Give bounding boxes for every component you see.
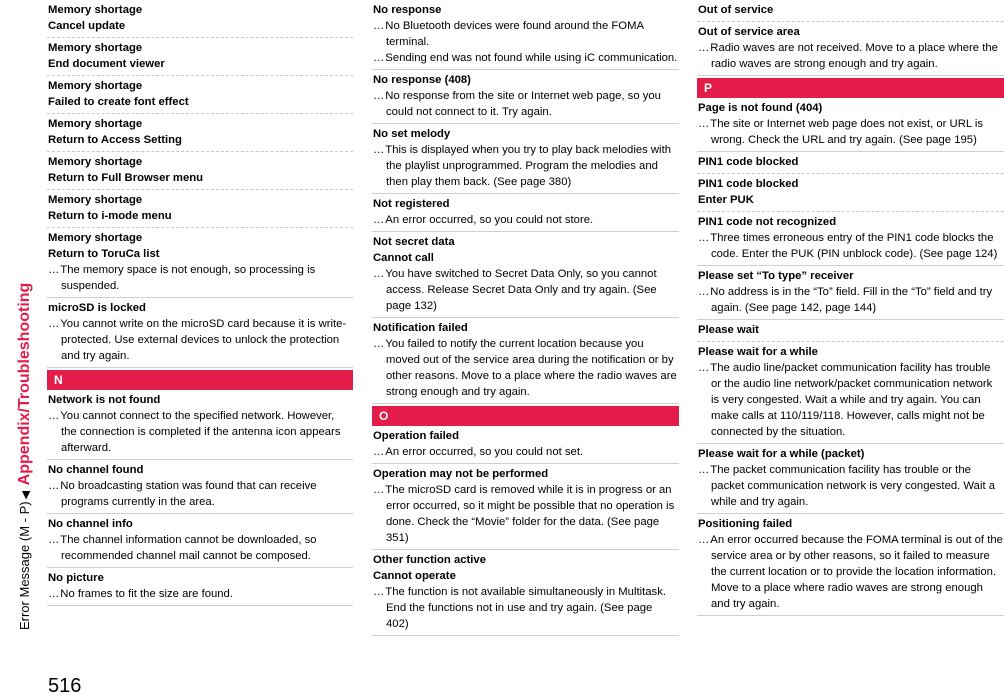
ellipsis-leader: …	[698, 42, 709, 54]
error-description	[698, 40, 1003, 72]
error-entry	[697, 152, 1004, 174]
description-text: No response from the site or Internet web page, so you could not connect to it. Try again.	[385, 90, 661, 118]
error-title: Memory shortage	[48, 42, 143, 54]
ellipsis-leader: …	[373, 338, 384, 350]
error-title: PIN1 code not recognized	[698, 216, 837, 228]
error-entry	[697, 266, 1004, 320]
ellipsis-leader: …	[373, 20, 384, 32]
error-title: Return to Access Setting	[48, 134, 182, 146]
error-title: Memory shortage	[48, 232, 143, 244]
error-title: Not secret data	[373, 236, 455, 248]
description-text: You failed to notify the current location because you moved out of the service area during the notification or by other reasons. Move to a place where the radio waves are strong enough and try again.	[385, 338, 677, 398]
error-entry	[697, 342, 1004, 444]
description-text: Three times erroneous entry of the PIN1 code blocks the code. Enter the PUK (PIN unblock code). (See page 124)	[710, 232, 998, 260]
description-text: No broadcasting station was found that can receive programs currently in the area.	[60, 480, 317, 508]
error-title: Other function active	[373, 554, 486, 566]
error-entry	[372, 194, 679, 232]
error-description	[373, 50, 678, 66]
error-description	[698, 230, 1003, 262]
triangle-left-icon: ◀	[20, 490, 32, 500]
error-entry	[47, 460, 353, 514]
section-header: N	[47, 370, 353, 390]
error-title: Return to ToruCa list	[48, 248, 160, 260]
error-entry	[372, 124, 679, 194]
error-entry	[47, 0, 353, 38]
error-title: No set melody	[373, 128, 451, 140]
error-title: Operation failed	[373, 430, 459, 442]
error-entry	[697, 22, 1004, 76]
ellipsis-leader: …	[373, 52, 384, 64]
error-title: No channel info	[48, 518, 133, 530]
page-number: 516	[48, 675, 82, 697]
error-title: No picture	[48, 572, 104, 584]
error-title: Memory shortage	[48, 194, 143, 206]
error-entry	[372, 0, 679, 70]
ellipsis-leader: …	[698, 232, 709, 244]
description-text: The function is not available simultaneously in Multitask. End the functions not in use and try again. (See page 402)	[385, 586, 666, 630]
ellipsis-leader: …	[48, 318, 59, 330]
description-text: An error occurred, so you could not store.	[385, 214, 594, 226]
error-entry	[47, 114, 353, 152]
error-description	[48, 532, 352, 564]
side-vertical-label	[18, 283, 33, 630]
error-title: Out of service	[698, 4, 774, 16]
error-entry	[697, 174, 1004, 212]
error-title: Memory shortage	[48, 118, 143, 130]
ellipsis-leader: …	[373, 586, 384, 598]
error-title: Enter PUK	[698, 194, 754, 206]
ellipsis-leader: …	[373, 484, 384, 496]
error-entry	[372, 318, 679, 404]
error-entry	[697, 98, 1004, 152]
error-description	[373, 88, 678, 120]
ellipsis-leader: …	[48, 410, 59, 422]
error-description	[698, 116, 1003, 148]
error-description	[698, 462, 1003, 510]
error-description	[373, 212, 678, 228]
error-title: Return to Full Browser menu	[48, 172, 204, 184]
error-title: Cancel update	[48, 20, 126, 32]
ellipsis-leader: …	[373, 144, 384, 156]
error-description	[373, 266, 678, 314]
description-text: This is displayed when you try to play back melodies with the playlist unprogrammed. Program the melodies and then play them back. (See page 380)	[385, 144, 671, 188]
error-title: Memory shortage	[48, 156, 143, 168]
error-title: PIN1 code blocked	[698, 178, 799, 190]
ellipsis-leader: …	[698, 362, 709, 374]
error-entry	[372, 232, 679, 318]
section-header: O	[372, 406, 679, 426]
description-text: The packet communication facility has trouble or the packet communication network is very congested. Wait a while and try again.	[710, 464, 996, 508]
column-3	[697, 0, 1004, 616]
error-title: Return to i-mode menu	[48, 210, 172, 222]
error-description	[48, 262, 352, 294]
error-entry	[47, 38, 353, 76]
error-description	[48, 586, 352, 602]
error-description	[48, 408, 352, 456]
error-entry	[697, 444, 1004, 514]
error-entry	[47, 228, 353, 298]
error-description	[48, 478, 352, 510]
description-text: The audio line/packet communication facility has trouble or the audio line network/packet communication network is very congested. Wait a while and try again. You can make calls at 110/119/118. However, calls might not be connected by the situation.	[710, 362, 993, 438]
error-title: Out of service area	[698, 26, 800, 38]
error-description	[698, 360, 1003, 440]
description-text: The memory space is not enough, so processing is suspended.	[60, 264, 316, 292]
description-text: You have switched to Secret Data Only, so you cannot access. Release Secret Data Only and try again. (See page 132)	[385, 268, 657, 312]
error-title: Notification failed	[373, 322, 468, 334]
error-title: Memory shortage	[48, 80, 143, 92]
error-description	[373, 18, 678, 50]
section-header: P	[697, 78, 1004, 98]
error-description	[373, 336, 678, 400]
error-title: Positioning failed	[698, 518, 793, 530]
column-1	[47, 0, 353, 606]
error-description	[698, 532, 1003, 612]
error-entry	[47, 390, 353, 460]
ellipsis-leader: …	[373, 446, 384, 458]
description-text: You cannot connect to the specified network. However, the connection is completed if the antenna icon appears afterward.	[60, 410, 341, 454]
error-title: Please set “To type” receiver	[698, 270, 854, 282]
error-title: Cannot operate	[373, 570, 456, 582]
description-text: No Bluetooth devices were found around the FOMA terminal.	[385, 20, 644, 48]
error-entry	[47, 190, 353, 228]
error-entry	[47, 152, 353, 190]
error-entry	[697, 212, 1004, 266]
ellipsis-leader: …	[48, 264, 59, 276]
ellipsis-leader: …	[373, 214, 384, 226]
error-description	[48, 316, 352, 364]
error-title: Please wait for a while (packet)	[698, 448, 865, 460]
ellipsis-leader: …	[698, 118, 709, 130]
description-text: An error occurred, so you could not set.	[385, 446, 584, 458]
column-2	[372, 0, 679, 636]
description-text: Sending end was not found while using iC communication.	[385, 52, 678, 64]
error-entry	[47, 514, 353, 568]
ellipsis-leader: …	[48, 534, 59, 546]
error-entry	[372, 464, 679, 550]
error-entry	[372, 70, 679, 124]
error-description	[373, 482, 678, 546]
error-entry	[697, 320, 1004, 342]
chapter-label: Appendix/Troubleshooting	[16, 282, 33, 486]
description-text: The channel information cannot be downloaded, so recommended channel mail cannot be composed.	[60, 534, 317, 562]
error-title: Cannot call	[373, 252, 434, 264]
section-label: Error Message (M - P)	[17, 501, 32, 630]
ellipsis-leader: …	[698, 534, 709, 546]
error-title: No response (408)	[373, 74, 471, 86]
error-title: No response	[373, 4, 442, 16]
ellipsis-leader: …	[373, 268, 384, 280]
description-text: Radio waves are not received. Move to a place where the radio waves are strong enough and try again.	[710, 42, 998, 70]
error-entry	[697, 514, 1004, 616]
error-title: Network is not found	[48, 394, 161, 406]
error-entry	[697, 0, 1004, 22]
error-entry	[372, 550, 679, 636]
error-title: Memory shortage	[48, 4, 143, 16]
ellipsis-leader: …	[698, 286, 709, 298]
ellipsis-leader: …	[373, 90, 384, 102]
error-title: Operation may not be performed	[373, 468, 549, 480]
error-entry	[47, 298, 353, 368]
error-title: Please wait	[698, 324, 759, 336]
error-description	[373, 142, 678, 190]
error-entry	[47, 76, 353, 114]
error-title: Please wait for a while	[698, 346, 818, 358]
description-text: No frames to fit the size are found.	[60, 588, 233, 600]
error-title: PIN1 code blocked	[698, 156, 799, 168]
error-title: Page is not found (404)	[698, 102, 823, 114]
description-text: No address is in the “To” field. Fill in the “To” field and try again. (See page 142, page 144)	[710, 286, 993, 314]
description-text: The microSD card is removed while it is in progress or an error occurred, so it might be possible that no operation is done. Check the “Movie” folder for the data. (See page 351)	[385, 484, 675, 544]
ellipsis-leader: …	[698, 464, 709, 476]
ellipsis-leader: …	[48, 588, 59, 600]
ellipsis-leader: …	[48, 480, 59, 492]
error-title: End document viewer	[48, 58, 165, 70]
description-text: An error occurred because the FOMA terminal is out of the service area or by other reasons, so it failed to measure the current location or to provide the location information. Move to a place where radio waves are strong enough and try again.	[710, 534, 1003, 610]
error-description	[698, 284, 1003, 316]
error-entry	[372, 426, 679, 464]
side-index-tab	[0, 0, 31, 660]
error-title: Failed to create font effect	[48, 96, 189, 108]
error-title: microSD is locked	[48, 302, 146, 314]
error-description	[373, 444, 678, 460]
error-title: Not registered	[373, 198, 450, 210]
description-text: The site or Internet web page does not exist, or URL is wrong. Check the URL and try again. (See page 195)	[710, 118, 984, 146]
error-title: No channel found	[48, 464, 144, 476]
error-description	[373, 584, 678, 632]
error-entry	[47, 568, 353, 606]
description-text: You cannot write on the microSD card because it is write-protected. Use external devices to unlock the protection and try again.	[60, 318, 347, 362]
